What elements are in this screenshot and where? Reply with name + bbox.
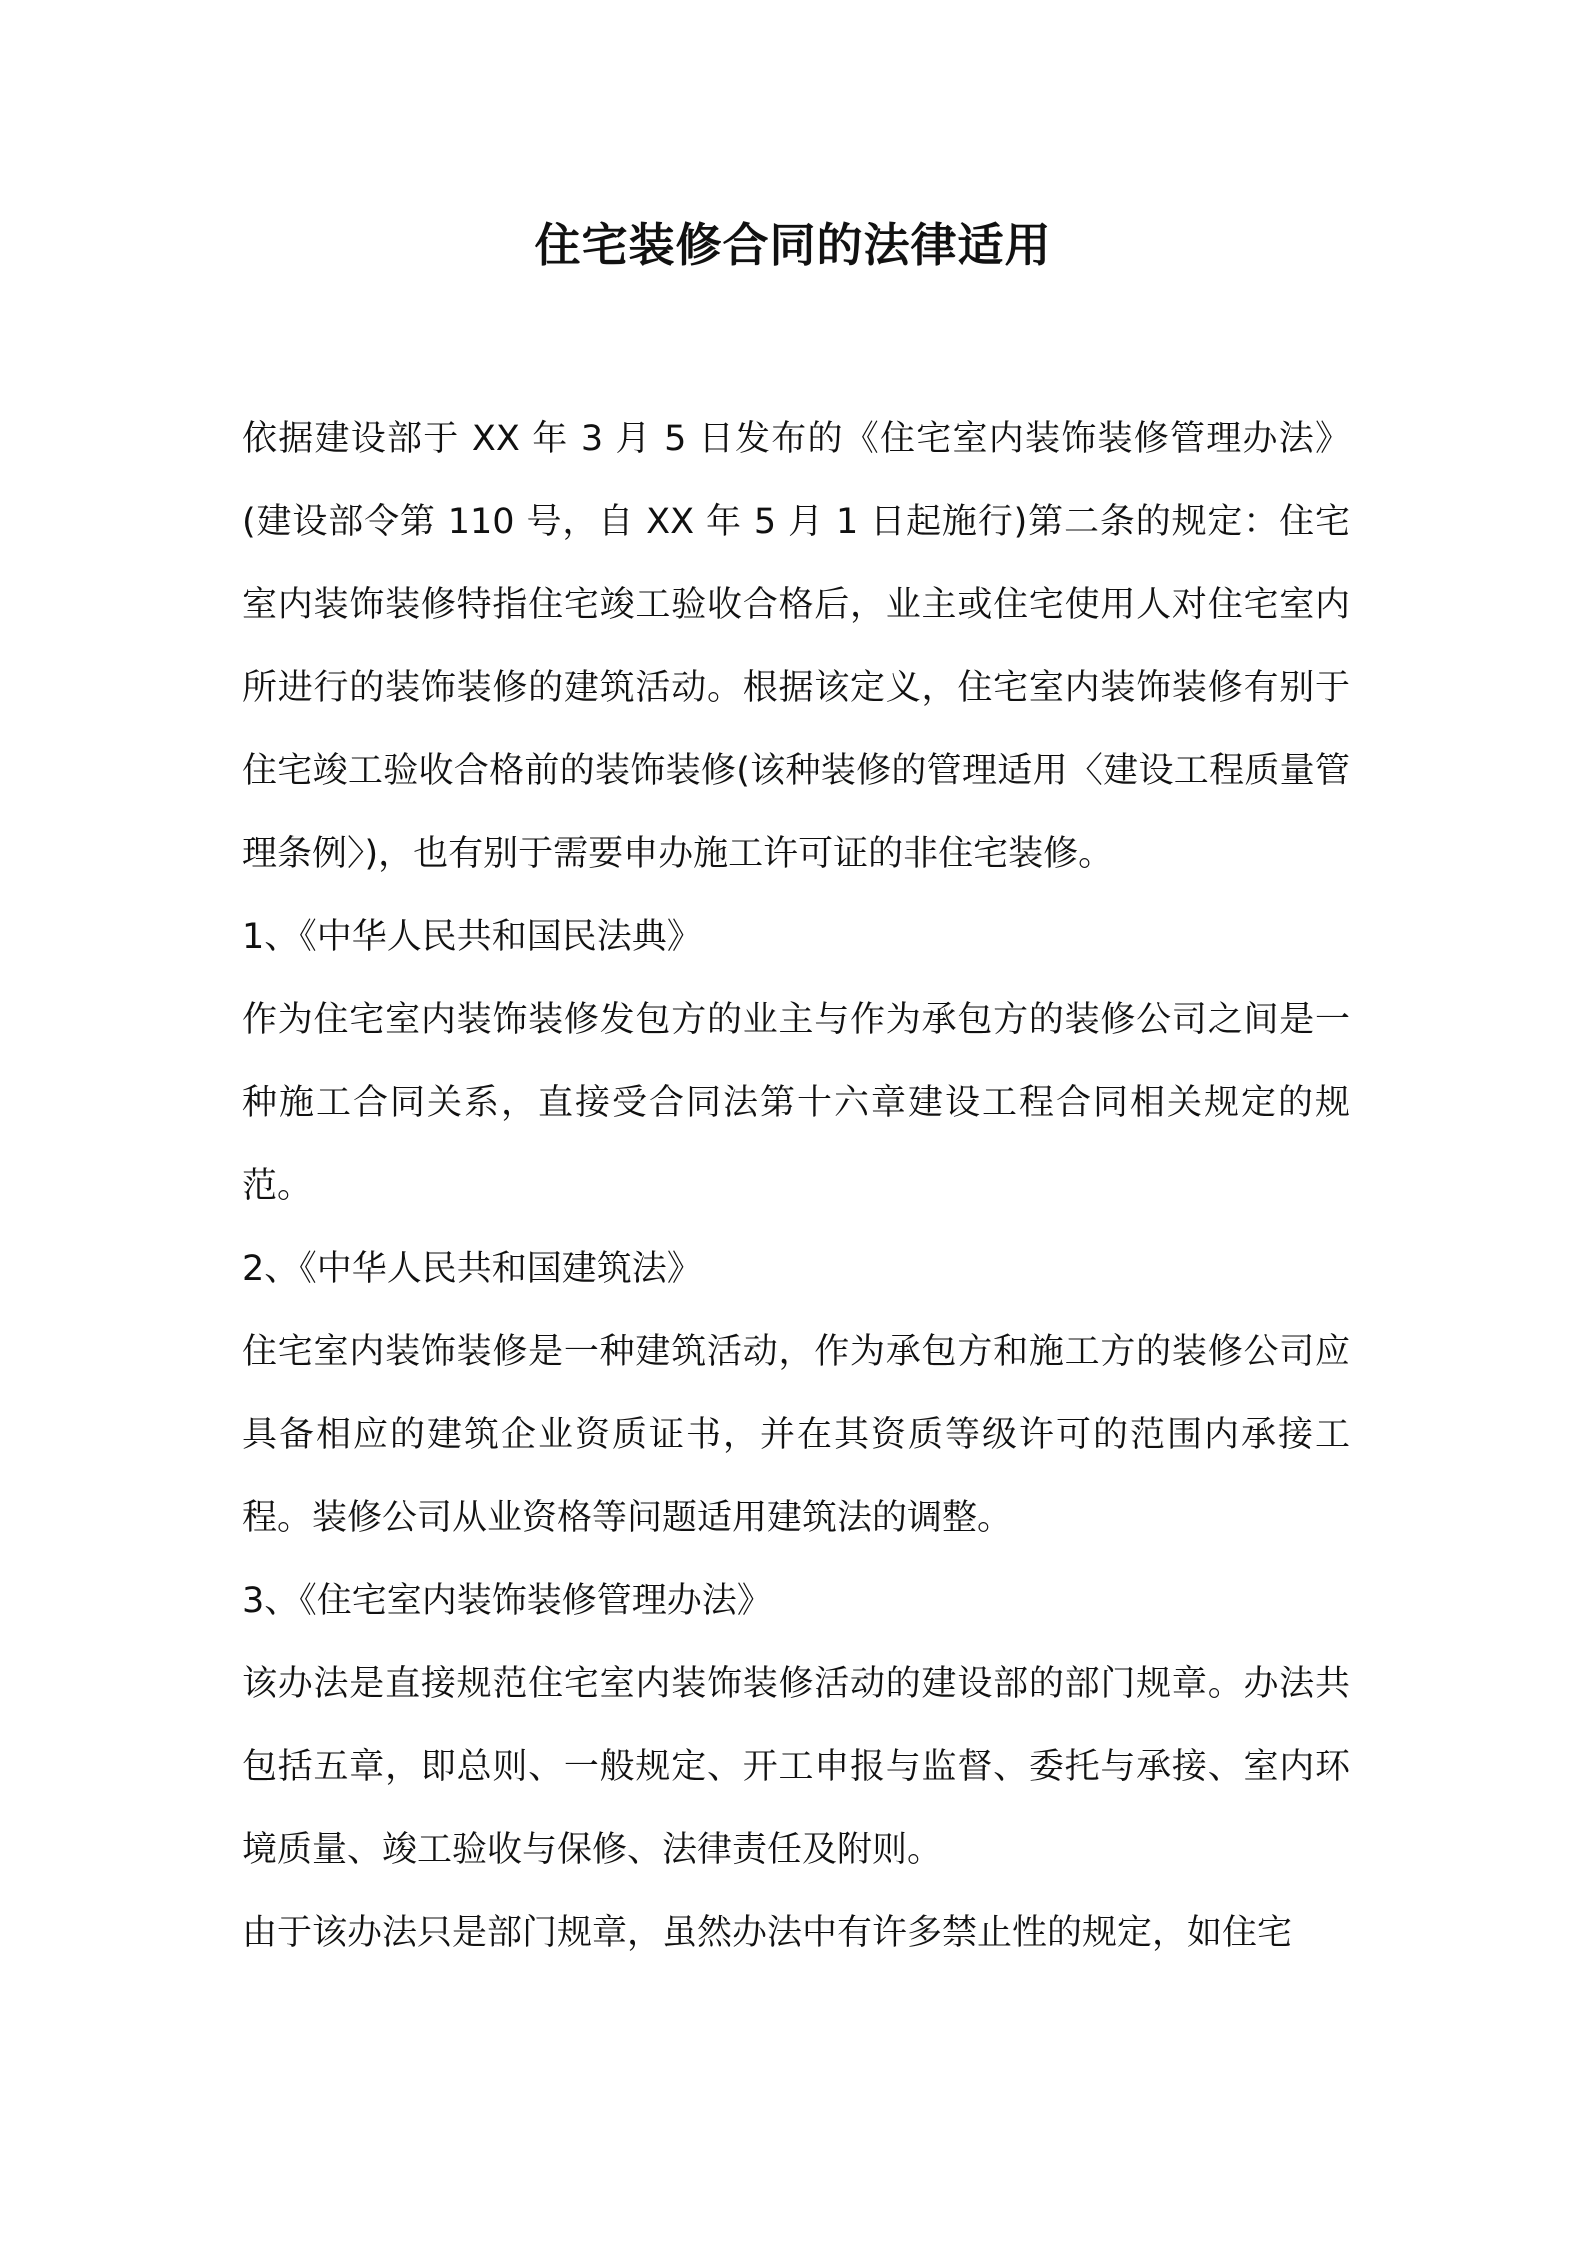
heading-civil-code: 1、《中华人民共和国民法典》 [242,917,702,957]
paragraph-construction-law: 住宅室内装饰装修是一种建筑活动，作为承包方和施工方的装修公司应具备相应的建筑企业资质证书，并在其资质等级许可的范围内承接工程。装修公司从业资格等问题适用建筑法的调整。 [242,1332,1350,1538]
paragraph-intro: 依据建设部于 XX 年 3 月 5 日发布的《住宅室内装饰装修管理办法》(建设部令第 110 号，自 XX 年 5 月 1 日起施行)第二条的规定：住宅室内装饰装修特指住宅竣工验收合格后，业主或住宅使用人对住宅室内所进行的装饰装修的建筑活动。根据该定义，住宅室内装饰装修有别于住宅竣工验收合格前的装饰装修(该种装修的管理适用〈建设工程质量管理条例〉)，也有别于需要申办施工许可证的非住宅装修。 [242,419,1350,874]
heading-construction-law: 2、《中华人民共和国建筑法》 [242,1249,702,1289]
document-title: 住宅装修合同的法律适用 [534,218,1052,272]
heading-management-measures: 3、《住宅室内装饰装修管理办法》 [242,1581,772,1621]
paragraph-department-rules: 由于该办法只是部门规章，虽然办法中有许多禁止性的规定，如住宅 [242,1913,1293,1953]
paragraph-civil-code: 作为住宅室内装饰装修发包方的业主与作为承包方的装修公司之间是一种施工合同关系，直接受合同法第十六章建设工程合同相关规定的规范。 [242,1000,1350,1206]
document-body [242,398,1350,1975]
paragraph-management-measures: 该办法是直接规范住宅室内装饰装修活动的建设部的部门规章。办法共包括五章，即总则、一般规定、开工申报与监督、委托与承接、室内环境质量、竣工验收与保修、法律责任及附则。 [242,1664,1350,1870]
